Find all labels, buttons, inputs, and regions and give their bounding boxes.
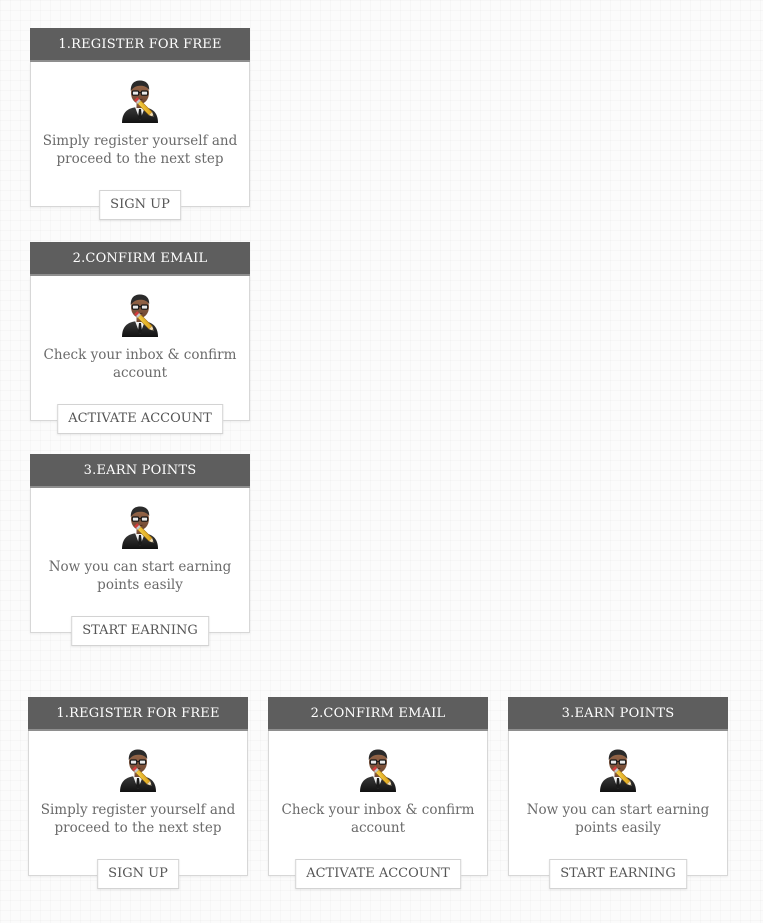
sign-up-button[interactable]: SIGN UP <box>97 859 179 889</box>
step-card-description: Simply register yourself and proceed to the next step <box>40 802 236 836</box>
step-card-register-vertical <box>30 28 250 212</box>
step-card-description: Check your inbox & confirm account <box>43 347 237 381</box>
step-card-confirm-vertical <box>30 242 250 426</box>
businessman-with-pencil-icon <box>354 745 402 793</box>
step-card-title: 2.CONFIRM EMAIL <box>268 697 488 731</box>
activate-account-button[interactable]: ACTIVATE ACCOUNT <box>295 859 461 889</box>
businessman-with-pencil-icon <box>116 502 164 550</box>
businessman-with-pencil-icon <box>114 745 162 793</box>
activate-account-button[interactable]: ACTIVATE ACCOUNT <box>57 404 223 434</box>
step-card-body <box>28 731 248 881</box>
step-card-body <box>30 62 250 212</box>
step-card-body <box>268 731 488 881</box>
businessman-with-pencil-icon <box>116 290 164 338</box>
step-card-earn-vertical <box>30 454 250 638</box>
businessman-with-pencil-icon <box>116 76 164 124</box>
step-card-description: Now you can start earning points easily <box>48 559 232 593</box>
step-card-title: 3.EARN POINTS <box>508 697 728 731</box>
step-card-earn-horizontal <box>508 697 728 881</box>
step-card-confirm-horizontal <box>268 697 488 881</box>
step-card-title: 2.CONFIRM EMAIL <box>30 242 250 276</box>
start-earning-button[interactable]: START EARNING <box>71 616 209 646</box>
step-card-title: 1.REGISTER FOR FREE <box>30 28 250 62</box>
step-card-title: 1.REGISTER FOR FREE <box>28 697 248 731</box>
sign-up-button[interactable]: SIGN UP <box>99 190 181 220</box>
businessman-with-pencil-icon <box>594 745 642 793</box>
step-card-title: 3.EARN POINTS <box>30 454 250 488</box>
step-card-body <box>30 488 250 638</box>
step-card-body <box>30 276 250 426</box>
step-card-description: Check your inbox & confirm account <box>281 802 475 836</box>
step-card-body <box>508 731 728 881</box>
step-card-description: Now you can start earning points easily <box>526 802 710 836</box>
step-card-register-horizontal <box>28 697 248 881</box>
step-card-description: Simply register yourself and proceed to the next step <box>42 133 238 167</box>
start-earning-button[interactable]: START EARNING <box>549 859 687 889</box>
